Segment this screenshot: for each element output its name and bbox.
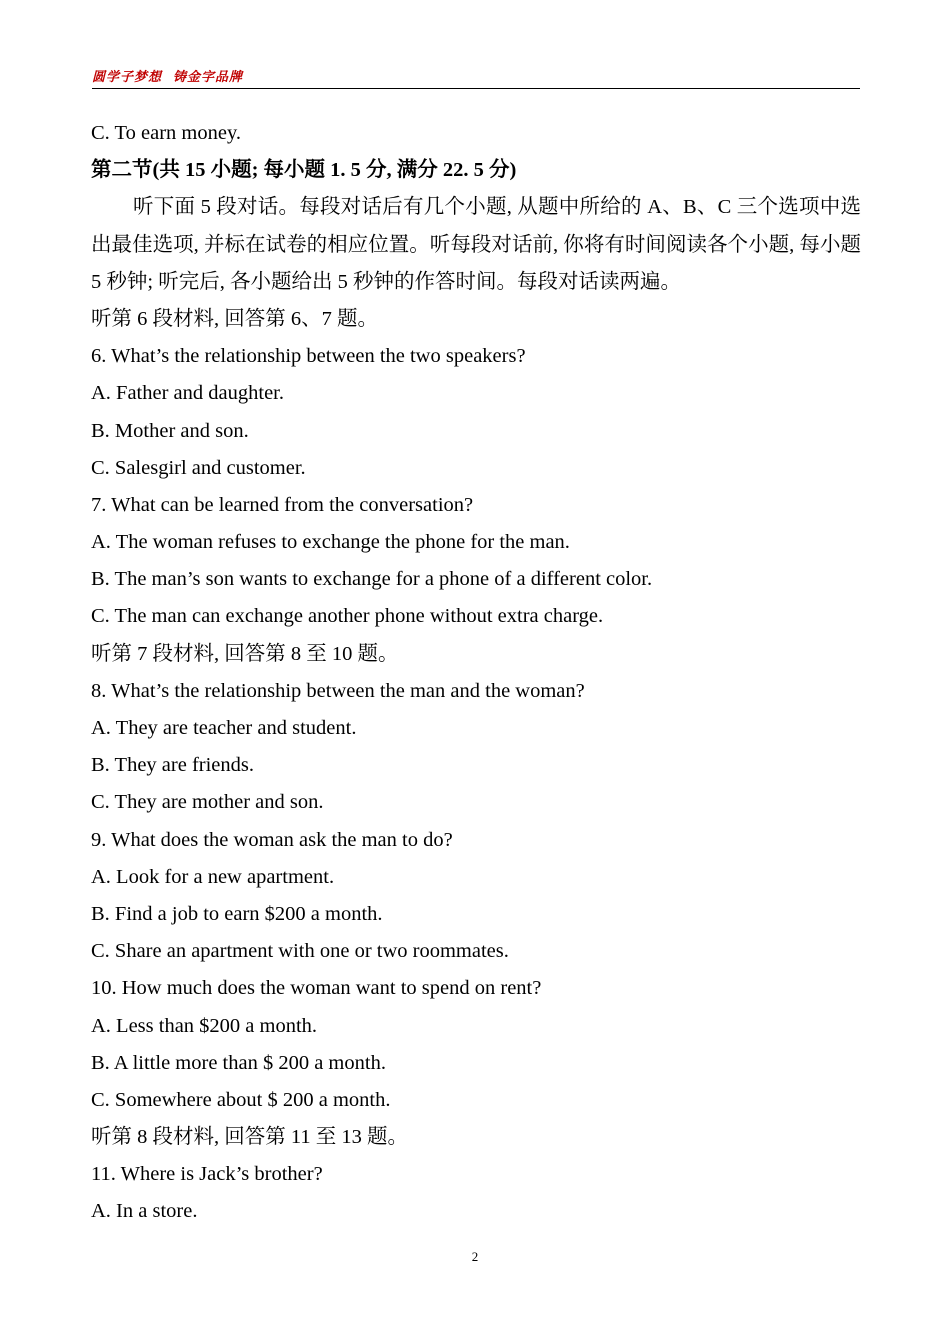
text-line: 听第 8 段材料, 回答第 11 至 13 题。: [91, 1126, 408, 1149]
text-line: A. The woman refuses to exchange the phone for the man.: [91, 531, 570, 554]
text-line: B. The man’s son wants to exchange for a phone of a different color.: [91, 568, 653, 591]
text-line: A. Father and daughter.: [91, 382, 284, 405]
text-line: 10. How much does the woman want to spend on rent?: [91, 977, 542, 1000]
text-line: B. Mother and son.: [91, 419, 249, 442]
text-line: A. They are teacher and student.: [91, 717, 357, 740]
header-slogan: 圆学子梦想 铸金字品牌: [92, 70, 244, 85]
text-line: 听第 7 段材料, 回答第 8 至 10 题。: [91, 642, 399, 665]
text-line: C. The man can exchange another phone without extra charge.: [91, 605, 604, 628]
text-line: 听第 6 段材料, 回答第 6、7 题。: [91, 307, 378, 330]
page-header: [92, 64, 860, 89]
text-line: 6. What’s the relationship between the two speakers?: [91, 345, 526, 368]
document-body: [91, 115, 861, 1231]
text-line: 11. Where is Jack’s brother?: [91, 1163, 323, 1186]
text-line: 9. What does the woman ask the man to do?: [91, 828, 453, 851]
text-line: C. They are mother and son.: [91, 791, 324, 814]
text-line: C. Somewhere about $ 200 a month.: [91, 1088, 391, 1111]
text-line: 8. What’s the relationship between the man and the woman?: [91, 679, 585, 702]
text-line: C. To earn money.: [91, 122, 242, 144]
instruction-paragraph: 听下面 5 段对话。每段对话后有几个小题, 从题中所给的 A、B、C 三个选项中选出最佳选项, 并标在试卷的相应位置。听每段对话前, 你将有时间阅读各个小题, 每小题 5 秒钟; 听完后, 各小题给出 5 秒钟的作答时间。每段对话读两遍。: [91, 196, 861, 293]
text-line: B. They are friends.: [91, 754, 254, 777]
text-line: 7. What can be learned from the conversation?: [91, 493, 474, 516]
page-number: 2: [471, 1249, 479, 1264]
text-line: C. Salesgirl and customer.: [91, 456, 306, 479]
text-line: C. Share an apartment with one or two roommates.: [91, 940, 509, 963]
text-line: B. A little more than $ 200 a month.: [91, 1051, 386, 1074]
text-line: A. In a store.: [91, 1200, 198, 1223]
text-line: A. Look for a new apartment.: [91, 865, 335, 888]
text-line: A. Less than $200 a month.: [91, 1014, 318, 1037]
text-line: B. Find a job to earn $200 a month.: [91, 902, 383, 925]
section-heading: 第二节(共 15 小题; 每小题 1. 5 分, 满分 22. 5 分): [91, 159, 517, 182]
